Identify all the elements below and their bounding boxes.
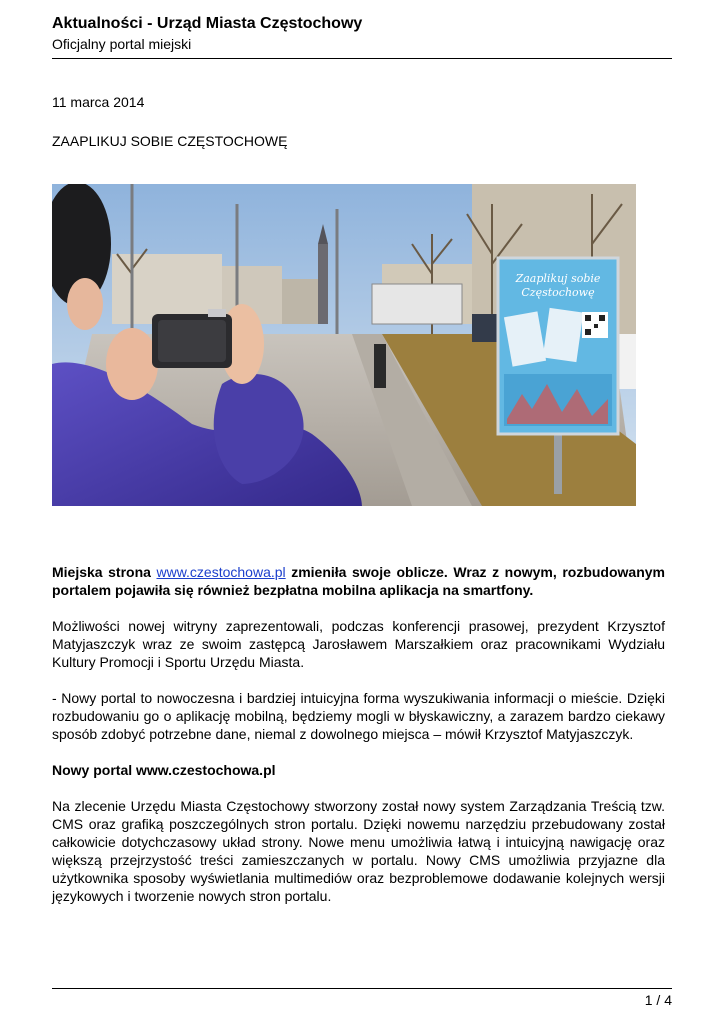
document-page bbox=[52, 0, 672, 1024]
article-subheading: Nowy portal www.czestochowa.pl bbox=[52, 762, 276, 778]
article-body bbox=[52, 563, 665, 905]
article-date: 11 marca 2014 bbox=[52, 94, 145, 110]
article-paragraph-3: Na zlecenie Urzędu Miasta Częstochowy stworzony został nowy system Zarządzania Treścią tzw. CMS oraz grafiką poszczególnych stron portalu. Dzięki nowemu narzędziu przebudowany został całkowicie dotychczasowy układ strony. Nowe menu umożliwia łatwą i intuicyjną nawigację oraz większą przejrzystość treści zamieszczanych w portalu. Nowy CMS umożliwia przyjazne dla użytkownika sposoby wyświetlania multimediów oraz bezproblemowe dodawanie kolejnych wersji językowych i tworzenie nowych stron portalu. bbox=[52, 798, 665, 904]
czestochowa-link[interactable]: www.czestochowa.pl bbox=[156, 564, 286, 580]
poster-title-line2: Częstochowę bbox=[521, 286, 595, 299]
page-number: 1 / 4 bbox=[644, 992, 672, 1008]
site-title: Aktualności - Urząd Miasta Częstochowy bbox=[52, 15, 363, 32]
poster-title-line1: Zaaplikuj sobie bbox=[515, 272, 601, 285]
lead-text-after: zmieniła swoje oblicze. Wraz z nowym, rozbudowanym portalem pojawiła się również bezpłatna mobilna aplikacja na smartfony. bbox=[52, 564, 665, 598]
article-paragraph-2: - Nowy portal to nowoczesna i bardziej intuicyjna forma wyszukiwania informacji o mieście. Dzięki rozbudowaniu go o aplikację mobilną, będziemy mogli w błyskawiczny, a zarazem bardzo ciekawy sposób zdobyć potrzebne dane, niemal z dowolnego miejsca – mówił Krzysztof Matyjaszczyk. bbox=[52, 690, 665, 742]
header-divider bbox=[52, 58, 672, 59]
page-header bbox=[52, 14, 672, 53]
article-lead bbox=[52, 563, 665, 599]
article-paragraph-1: Możliwości nowej witryny zaprezentowali, podczas konferencji prasowej, prezydent Krzysztof Matyjaszczyk wraz ze swoim zastępcą Jarosławem Marszałkiem oraz pracownikami Wydziału Kultury Promocji i Sportu Urzędu Miasta. bbox=[52, 618, 665, 670]
footer-divider bbox=[52, 988, 672, 989]
lead-text-before: Miejska strona bbox=[52, 564, 157, 580]
article-headline: ZAAPLIKUJ SOBIE CZĘSTOCHOWĘ bbox=[52, 133, 288, 149]
site-subtitle: Oficjalny portal miejski bbox=[52, 36, 192, 52]
article-photo bbox=[52, 184, 636, 506]
